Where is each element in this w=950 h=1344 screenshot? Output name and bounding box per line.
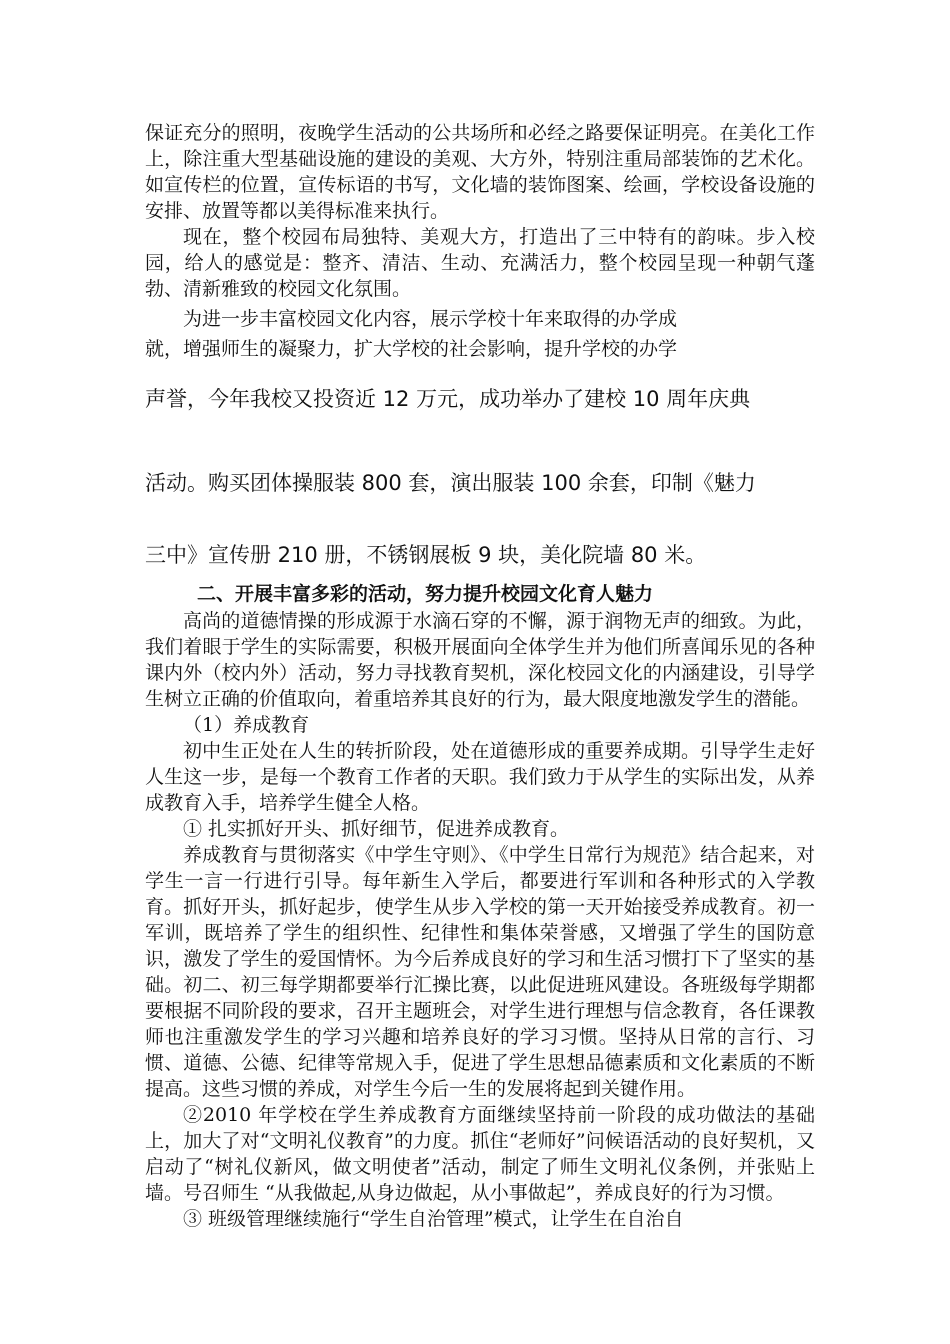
anniversary-line-2: 就，增强师生的凝聚力，扩大学校的社会影响，提升学校的办学 — [145, 338, 678, 360]
section-heading-2: 二、开展丰富多彩的活动，努力提升校园文化育人魅力 — [197, 583, 654, 605]
anniversary-line-3: 声誉，今年我校又投资近 12 万元，成功举办了建校 10 周年庆典 — [145, 387, 751, 411]
subheading-habit-education: （1）养成教育 — [183, 714, 310, 736]
paragraph-campus-layout: 现在，整个校园布局独特、美观大方，打造出了三中特有的韵味。步入校园，给人的感觉是：整齐、清洁、生动、充满活力，整个校园呈现一种朝气蓬勃、清新雅致的校园文化氛围。 — [145, 226, 815, 300]
paragraph-moral-education: 高尚的道德情操的形成源于水滴石穿的不懈，源于润物无声的细致。为此，我们着眼于学生的实际需要，积极开展面向全体学生并为他们所喜闻乐见的各种课内外（校内外）活动，努力寻找教育契机，深化校园文化的内涵建设，引导学生树立正确的价值取向，着重培养其良好的行为，最大限度地激发学生的潜能。 — [145, 610, 815, 710]
anniversary-line-1: 为进一步丰富校园文化内容，展示学校十年来取得的办学成 — [183, 308, 678, 330]
paragraph-habit-details: 养成教育与贯彻落实《中学生守则》、《中学生日常行为规范》结合起来，对学生一言一行进行引导。每年新生入学后，都要进行军训和各种形式的入学教育。抓好开头，抓好起步，使学生从步入学校的第一天开始接受养成教育。初一军训，既培养了学生的组织性、纪律性和集体荣誉感，又增强了学生的国防意识，激发了学生的爱国情怀。为今后养成良好的学习和生活习惯打下了坚实的基础。初二、初三每学期都要举行汇操比赛，以此促进班风建设。各班级每学期都要根据不同阶段的要求，召开主题班会，对学生进行理想与信念教育，各任课教师也注重激发学生的学习兴趣和培养良好的学习习惯。坚持从日常的言行、习惯、道德、公德、纪律等常规入手，促进了学生思想品德素质和文化素质的不断提高。这些习惯的养成，对学生今后一生的发展将起到关键作用。 — [145, 844, 815, 1100]
paragraph-junior-students: 初中生正处在人生的转折阶段，处在道德形成的重要养成期。引导学生走好人生这一步，是每一个教育工作者的天职。我们致力于从学生的实际出发，从养成教育入手，培养学生健全人格。 — [145, 740, 815, 814]
anniversary-line-4: 活动。购买团体操服装 800 套，演出服装 100 余套，印制《魅力 — [145, 471, 756, 495]
paragraph-point-3: ③ 班级管理继续施行“学生自治管理”模式，让学生在自治自 — [183, 1208, 684, 1230]
paragraph-point-1: ① 扎实抓好开头、抓好细节，促进养成教育。 — [183, 818, 570, 840]
paragraph-anniversary — [145, 304, 815, 576]
anniversary-line-5: 三中》宣传册 210 册，不锈钢展板 9 块，美化院墙 80 米。 — [145, 543, 707, 567]
paragraph-point-2: ②2010 年学校在学生养成教育方面继续坚持前一阶段的成功做法的基础上，加大了对“文明礼仪教育”的力度。抓住“老师好”问候语活动的良好契机，又启动了“树礼仪新风，做文明使者”活动，制定了师生文明礼仪条例，并张贴上墙。号召师生 “从我做起,从身边做起，从小事做起”，养成良好的行为习惯。 — [145, 1104, 815, 1204]
paragraph-lighting-beautification: 保证充分的照明，夜晚学生活动的公共场所和必经之路要保证明亮。在美化工作上，除注重大型基础设施的建设的美观、大方外，特别注重局部装饰的艺术化。如宣传栏的位置，宣传标语的书写，文化墙的装饰图案、绘画，学校设备设施的安排、放置等都以美得标准来执行。 — [145, 122, 815, 222]
document-page — [145, 120, 815, 1232]
